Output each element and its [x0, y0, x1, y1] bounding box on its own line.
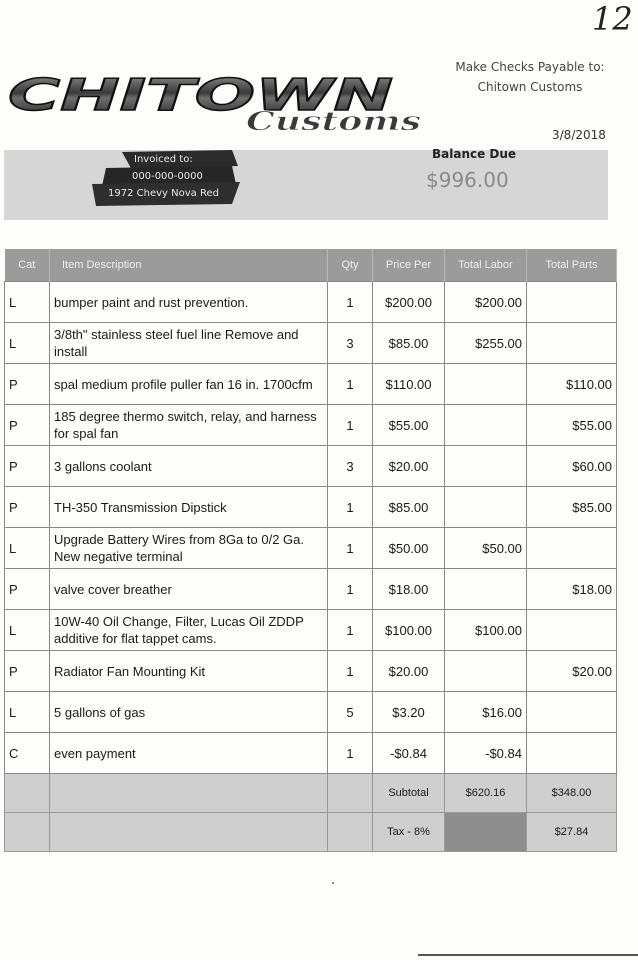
- invoice-date: 3/8/2018: [552, 128, 606, 142]
- invoice-items-table: [4, 249, 617, 852]
- customer-line-1: Invoiced to:: [134, 154, 193, 165]
- col-header-description: Item Description: [50, 249, 328, 282]
- table-row: [5, 446, 617, 487]
- item-total-parts: $18.00: [527, 569, 617, 610]
- item-price-per: $50.00: [373, 528, 445, 569]
- subtotal-blank-qty: [328, 774, 373, 813]
- subtotal-labor: $620.16: [445, 774, 527, 813]
- item-price-per: $110.00: [373, 364, 445, 405]
- item-description: 3/8th" stainless steel fuel line Remove and install: [50, 323, 328, 364]
- item-qty: 1: [328, 487, 373, 528]
- item-price-per: $85.00: [373, 323, 445, 364]
- item-qty: 3: [328, 446, 373, 487]
- item-category: P: [5, 569, 50, 610]
- subtotal-parts: $348.00: [527, 774, 617, 813]
- item-qty: 3: [328, 323, 373, 364]
- item-total-labor: $50.00: [445, 528, 527, 569]
- item-total-parts: $60.00: [527, 446, 617, 487]
- item-category: L: [5, 282, 50, 323]
- item-category: P: [5, 446, 50, 487]
- subtotal-blank-desc: [50, 774, 328, 813]
- item-total-parts: $55.00: [527, 405, 617, 446]
- item-description: Upgrade Battery Wires from 8Ga to 0/2 Ga. New negative terminal: [50, 528, 328, 569]
- item-total-parts: $110.00: [527, 364, 617, 405]
- table-row: [5, 651, 617, 692]
- tax-blank-cat: [5, 813, 50, 852]
- subtotal-label: Subtotal: [373, 774, 445, 813]
- col-header-parts: Total Parts: [527, 249, 617, 282]
- item-total-labor: $255.00: [445, 323, 527, 364]
- item-category: P: [5, 651, 50, 692]
- payable-line-2: Chitown Customs: [477, 80, 583, 94]
- logo-wordmark: CHITOWN: [8, 74, 393, 121]
- item-qty: 1: [328, 651, 373, 692]
- table-row: [5, 692, 617, 733]
- table-header-row: [5, 249, 617, 282]
- item-description: 185 degree thermo switch, relay, and harness for spal fan: [50, 405, 328, 446]
- item-category: P: [5, 405, 50, 446]
- tax-parts: $27.84: [527, 813, 617, 852]
- item-total-labor: [445, 651, 527, 692]
- scan-edge-line: [418, 954, 638, 956]
- item-total-parts: [527, 282, 617, 323]
- item-qty: 1: [328, 282, 373, 323]
- item-price-per: $20.00: [373, 651, 445, 692]
- item-total-parts: [527, 528, 617, 569]
- table-row: [5, 569, 617, 610]
- table-row: [5, 610, 617, 651]
- item-category: P: [5, 364, 50, 405]
- item-category: P: [5, 487, 50, 528]
- item-qty: 1: [328, 610, 373, 651]
- tax-label: Tax - 8%: [373, 813, 445, 852]
- item-total-parts: $20.00: [527, 651, 617, 692]
- item-price-per: $3.20: [373, 692, 445, 733]
- item-total-parts: [527, 323, 617, 364]
- item-category: L: [5, 610, 50, 651]
- item-total-labor: $16.00: [445, 692, 527, 733]
- scan-speck: [332, 882, 334, 884]
- item-total-labor: [445, 487, 527, 528]
- subtotal-blank-cat: [5, 774, 50, 813]
- item-price-per: $200.00: [373, 282, 445, 323]
- item-description: even payment: [50, 733, 328, 774]
- table-row: [5, 364, 617, 405]
- table-row: [5, 405, 617, 446]
- balance-due-amount: $996.00: [426, 168, 509, 192]
- balance-due-label: Balance Due: [432, 147, 517, 161]
- item-description: 10W-40 Oil Change, Filter, Lucas Oil ZDDP additive for flat tappet cams.: [50, 610, 328, 651]
- customer-info-redacted: [92, 150, 240, 206]
- item-price-per: $85.00: [373, 487, 445, 528]
- item-category: L: [5, 528, 50, 569]
- tax-row: [5, 813, 617, 852]
- tax-blank-qty: [328, 813, 373, 852]
- item-total-labor: [445, 405, 527, 446]
- item-total-labor: $100.00: [445, 610, 527, 651]
- table-row: [5, 528, 617, 569]
- item-price-per: $100.00: [373, 610, 445, 651]
- payable-line-1: Make Checks Payable to:: [455, 60, 605, 74]
- item-total-parts: [527, 610, 617, 651]
- item-total-parts: [527, 733, 617, 774]
- chitown-customs-logo: [6, 74, 426, 136]
- subtotal-row: [5, 774, 617, 813]
- item-description: Radiator Fan Mounting Kit: [50, 651, 328, 692]
- customer-line-2: 000-000-0000: [132, 171, 203, 182]
- item-category: C: [5, 733, 50, 774]
- tax-blank-desc: [50, 813, 328, 852]
- payable-to-note: [440, 57, 620, 97]
- item-qty: 1: [328, 528, 373, 569]
- logo-script: Customs: [246, 107, 422, 136]
- table-row: [5, 323, 617, 364]
- item-category: L: [5, 323, 50, 364]
- customer-line-3: 1972 Chevy Nova Red: [108, 188, 219, 199]
- item-qty: 5: [328, 692, 373, 733]
- page-number: 12: [592, 0, 633, 38]
- table-row: [5, 733, 617, 774]
- item-qty: 1: [328, 405, 373, 446]
- item-price-per: $55.00: [373, 405, 445, 446]
- item-total-parts: [527, 692, 617, 733]
- item-qty: 1: [328, 364, 373, 405]
- table-row: [5, 282, 617, 323]
- item-qty: 1: [328, 569, 373, 610]
- item-price-per: $20.00: [373, 446, 445, 487]
- item-qty: 1: [328, 733, 373, 774]
- item-price-per: $18.00: [373, 569, 445, 610]
- item-total-labor: [445, 446, 527, 487]
- item-description: 3 gallons coolant: [50, 446, 328, 487]
- col-header-price: Price Per: [373, 249, 445, 282]
- tax-labor: [445, 813, 527, 852]
- item-total-labor: [445, 569, 527, 610]
- item-total-labor: -$0.84: [445, 733, 527, 774]
- item-price-per: -$0.84: [373, 733, 445, 774]
- item-description: TH-350 Transmission Dipstick: [50, 487, 328, 528]
- col-header-labor: Total Labor: [445, 249, 527, 282]
- item-description: bumper paint and rust prevention.: [50, 282, 328, 323]
- item-total-parts: $85.00: [527, 487, 617, 528]
- col-header-cat: Cat: [5, 249, 50, 282]
- col-header-qty: Qty: [328, 249, 373, 282]
- item-description: valve cover breather: [50, 569, 328, 610]
- table-row: [5, 487, 617, 528]
- item-total-labor: $200.00: [445, 282, 527, 323]
- item-category: L: [5, 692, 50, 733]
- item-description: 5 gallons of gas: [50, 692, 328, 733]
- item-total-labor: [445, 364, 527, 405]
- item-description: spal medium profile puller fan 16 in. 1700cfm: [50, 364, 328, 405]
